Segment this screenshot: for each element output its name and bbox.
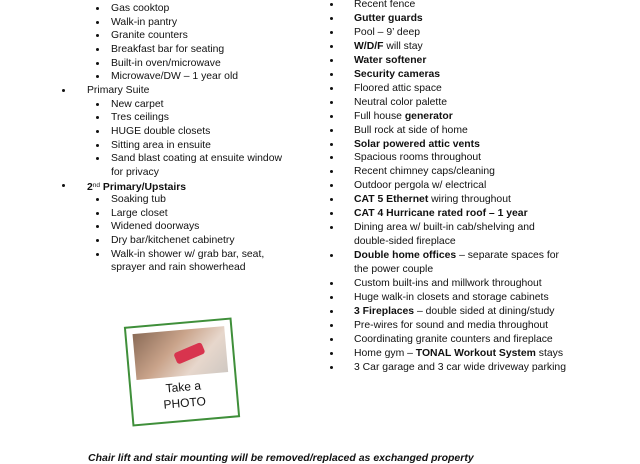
text-run: Custom built-ins and millwork throughout [354, 278, 542, 289]
text-run: W/D/F [354, 40, 384, 52]
text-run: Double home offices [354, 250, 457, 262]
text-run: Neutral color palette [354, 96, 447, 108]
text-run: Pool – 9’ deep [354, 26, 421, 38]
bullet-icon [96, 34, 99, 37]
list-item-text [354, 193, 511, 207]
bullet-icon [330, 73, 333, 76]
bullet-icon [96, 225, 99, 228]
list-item-text [111, 2, 169, 16]
text-run: Recent fence [354, 0, 416, 10]
text-run: Gutter guards [354, 12, 423, 24]
list-item-text [354, 138, 480, 152]
list-item-text [111, 57, 221, 71]
text-run: Dining area w/ built-in cab/shelving and [354, 222, 535, 234]
text-run: Dry bar/kitchenet cabinetry [111, 235, 235, 247]
list-item-text [354, 277, 542, 291]
footer-note: Chair lift and stair mounting will be removed/replaced as exchanged property [88, 452, 474, 464]
text-run: Full house [354, 110, 405, 122]
bullet-icon [330, 198, 333, 201]
list-item-text [354, 361, 566, 375]
text-run: CAT 5 Ethernet [354, 194, 429, 206]
list-item-text [111, 248, 264, 262]
bullet-icon [96, 212, 99, 215]
text-run: Tres ceilings [111, 112, 169, 124]
text-run: wiring throughout [428, 194, 511, 206]
bullet-icon [96, 21, 99, 24]
list-item-text [354, 207, 528, 221]
text-run: Built-in oven/microwave [111, 57, 221, 69]
list-item-text [354, 319, 548, 333]
list-item-text [354, 165, 495, 179]
text-run: Widened doorways [111, 221, 200, 233]
bullet-icon [96, 116, 99, 119]
text-run: Microwave/DW – 1 year old [111, 71, 239, 83]
text-run: Sand blast coating at ensuite window [111, 153, 282, 165]
photo-caption-line1: Take a [165, 378, 202, 396]
text-run: Gas cooktop [111, 3, 170, 14]
bullet-icon [96, 48, 99, 51]
bullet-icon [330, 31, 333, 34]
list-item-text [111, 43, 224, 57]
list-item-text [111, 139, 211, 153]
list-item-text [354, 110, 453, 124]
text-run: Primary Suite [87, 84, 150, 96]
bullet-icon [330, 101, 333, 104]
phone-icon [173, 342, 205, 365]
text-run: Walk-in pantry [111, 16, 178, 28]
list-item-text [354, 235, 456, 249]
bullet-icon [330, 226, 333, 229]
list-item-text [354, 151, 481, 165]
bullet-icon [330, 282, 333, 285]
list-item-text [111, 220, 199, 234]
bullet-icon [96, 253, 99, 256]
list-item-text [111, 98, 164, 112]
list-item-text [354, 179, 486, 193]
bullet-icon [330, 115, 333, 118]
list-item-text [354, 249, 559, 263]
bullet-icon [330, 310, 333, 313]
bullet-icon [330, 143, 333, 146]
bullet-icon [330, 129, 333, 132]
list-item-text [354, 124, 468, 138]
bullet-icon [330, 17, 333, 20]
bullet-icon [96, 75, 99, 78]
text-run: Breakfast bar for seating [111, 43, 225, 55]
list-item-text [354, 347, 563, 361]
list-item-text [354, 305, 554, 319]
bullet-icon [330, 296, 333, 299]
bullet-icon [96, 103, 99, 106]
list-item-text [111, 152, 282, 166]
bullet-icon [96, 62, 99, 65]
bullet-icon [330, 366, 333, 369]
bullet-icon [330, 59, 333, 62]
bullet-icon [96, 7, 99, 10]
list-item-text [354, 333, 553, 347]
bullet-icon [96, 239, 99, 242]
list-item-text [111, 125, 210, 139]
list-item-text [354, 68, 440, 82]
text-run: Granite counters [111, 30, 188, 42]
bullet-icon [330, 170, 333, 173]
text-run: 3 Fireplaces [354, 305, 415, 317]
list-item-text [111, 166, 159, 180]
list-item-text [111, 29, 188, 43]
text-run: Security cameras [354, 68, 441, 80]
bullet-icon [330, 156, 333, 159]
bullet-icon [330, 184, 333, 187]
list-item-text [354, 26, 420, 40]
text-run: double-sided fireplace [354, 236, 456, 248]
text-run: Recent chimney caps/cleaning [354, 166, 495, 178]
bullet-icon [330, 3, 333, 6]
bullet-icon [330, 254, 333, 257]
bullet-icon [62, 184, 65, 187]
list-item-text [111, 111, 169, 125]
bullet-icon [330, 324, 333, 327]
photo-caption-line2: PHOTO [162, 394, 207, 412]
bullet-icon [330, 352, 333, 355]
text-run: 2 [87, 182, 93, 194]
list-item-text [354, 82, 442, 96]
text-run: – double sided at dining/study [414, 305, 555, 317]
list-item-text [111, 234, 235, 248]
text-run: will stay [383, 40, 423, 52]
list-item-text [354, 263, 433, 277]
list-item-text [354, 0, 415, 12]
text-run: the power couple [354, 264, 434, 276]
list-item-text [354, 221, 535, 235]
bullet-icon [330, 338, 333, 341]
bullet-icon [96, 198, 99, 201]
photo-caption [131, 374, 237, 415]
text-run: Water softener [354, 54, 427, 66]
bullet-icon [330, 87, 333, 90]
text-run: 3 Car garage and 3 car wide driveway parking [354, 361, 566, 373]
text-run: Large closet [111, 207, 168, 219]
bullet-icon [96, 130, 99, 133]
bullet-icon [330, 45, 333, 48]
list-item-text [354, 291, 549, 305]
text-run: Pre-wires for sound and media throughout [354, 319, 549, 331]
bullet-icon [62, 89, 65, 92]
list-item-text [354, 12, 423, 26]
take-a-photo-sticker [124, 317, 240, 426]
bullet-icon [96, 144, 99, 147]
list-item-text [111, 261, 246, 275]
text-run: TONAL Workout System [415, 347, 536, 359]
text-run: Bull rock at side of home [354, 124, 468, 136]
list-item-text [354, 96, 447, 110]
text-run: Huge walk-in closets and storage cabinets [354, 291, 549, 303]
text-run: sprayer and rain showerhead [111, 262, 246, 274]
text-run: CAT 4 Hurricane rated roof – 1 year [354, 208, 528, 220]
text-run: New carpet [111, 98, 164, 110]
text-run: Walk-in shower w/ grab bar, seat, [111, 248, 265, 260]
list-item-text [111, 207, 168, 221]
text-run: Floored attic space [354, 82, 442, 94]
text-run: HUGE double closets [111, 125, 211, 137]
list-item-text [111, 16, 177, 30]
text-run: Home gym – [354, 347, 416, 359]
text-run: Sitting area in ensuite [111, 139, 211, 151]
text-run: generator [404, 110, 453, 122]
text-run: for privacy [111, 166, 159, 178]
text-run: nd [92, 182, 101, 190]
bullet-icon [96, 157, 99, 160]
hand-holding-phone-image [133, 326, 229, 380]
list-item-text [111, 193, 166, 207]
list-item-text [111, 70, 238, 84]
text-run: stays [535, 347, 564, 359]
text-run: Solar powered attic vents [354, 138, 480, 150]
bullet-icon [330, 212, 333, 215]
list-item-text [354, 54, 426, 68]
list-item-text [87, 84, 149, 98]
text-run: Soaking tub [111, 194, 166, 206]
text-run: Coordinating granite counters and fireplace [354, 333, 553, 345]
text-run: – separate spaces for [456, 250, 559, 262]
text-run: Primary/Upstairs [100, 182, 187, 194]
text-run: Spacious rooms throughout [354, 152, 482, 164]
list-item-text [354, 40, 423, 54]
text-run: Outdoor pergola w/ electrical [354, 180, 487, 192]
